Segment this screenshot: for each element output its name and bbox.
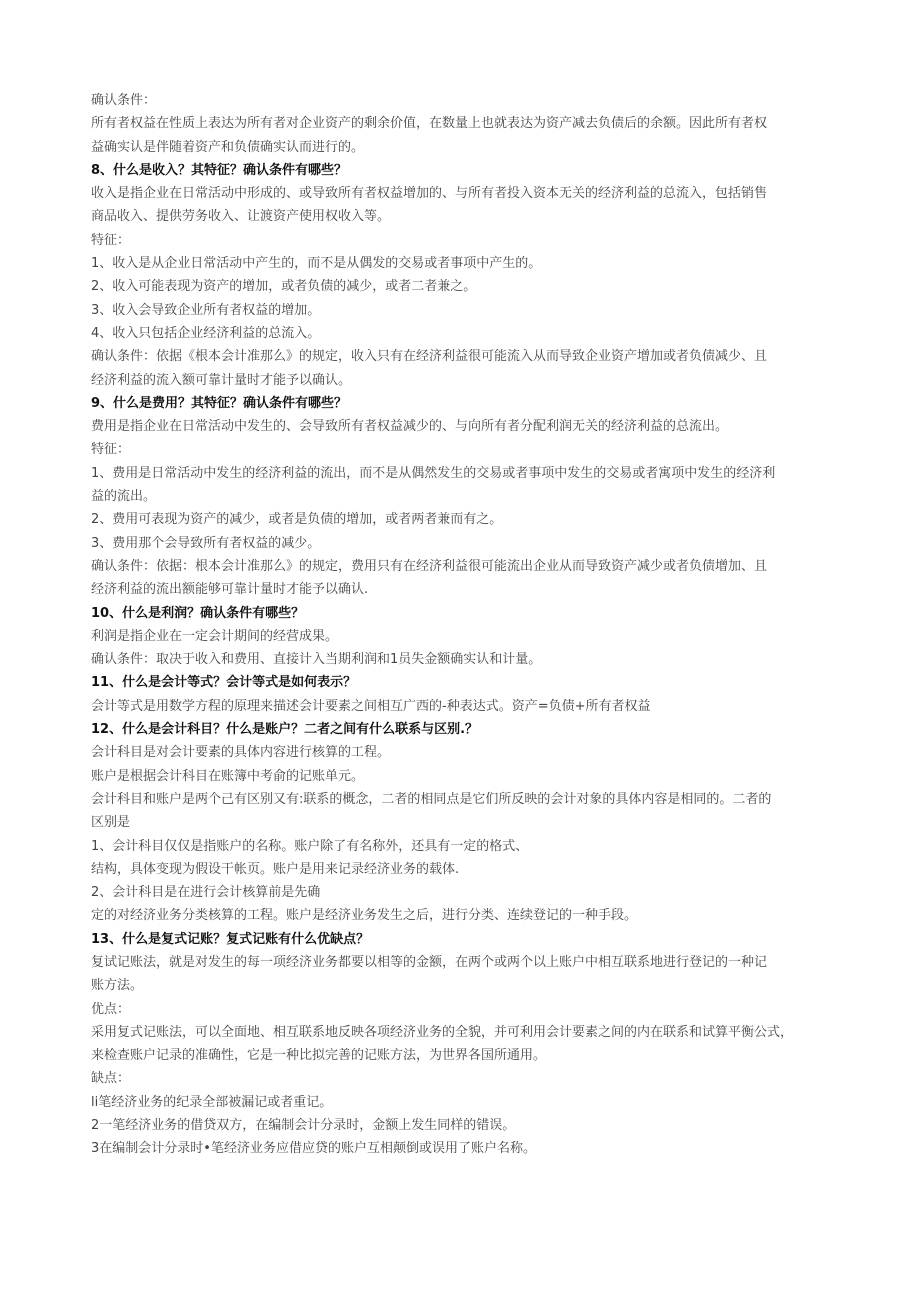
text-line: 利润是指企业在一定会计期间的经营成果。 — [91, 628, 339, 644]
text-line: 2、会计科目是在进行会计核算前是先确 — [91, 885, 321, 901]
text-line: 优点： — [91, 1001, 131, 1017]
text-line: 2、收入可能表现为资产的增加，或者负债的减少，或者二者兼之。 — [91, 279, 477, 295]
section-heading: 8、什么是收入？其特征？确认条件有哪些？ — [91, 162, 348, 178]
text-line: 来检查账户记录的准确性，它是一种比拟完善的记账方法，为世界各国所通用。 — [91, 1048, 547, 1064]
text-line: 会计科目和账户是两个己有区别又有:联系的概念，二者的相同点是它们所反映的会计对象的具体内容是相同的。二者的 — [91, 791, 772, 807]
text-line: 2一笔经济业务的借贷双方，在编制会计分录时，金额上发生同样的错误。 — [91, 1118, 516, 1134]
text-line: 缺点： — [91, 1071, 131, 1087]
section-heading: 11、什么是会计等式？会计等式是如何表示？ — [91, 675, 357, 691]
text-line: 账方法。 — [91, 978, 144, 994]
text-line: 区别是 — [91, 815, 131, 831]
text-line: 特征： — [91, 442, 131, 458]
text-line: 会计科目是对会计要素的具体内容进行核算的工程。 — [91, 745, 391, 761]
document-page — [91, 89, 831, 1161]
text-line: 4、收入只包括企业经济利益的总流入。 — [91, 325, 321, 341]
text-line: 经济利益的流入额可靠计量时才能予以确认。 — [91, 372, 352, 388]
text-line: 采用复式记账法，可以全面地、相互联系地反映各项经济业务的全貌，并可利用会计要素之间的内在联系和试算平衡公式， — [91, 1024, 794, 1040]
text-line: 收入是指企业在日常活动中形成的、或导致所有者权益增加的、与所有者投入资本无关的经济利益的总流入，包括销售 — [91, 186, 768, 202]
text-line: 所有者权益在性质上表达为所有者对企业资产的剩余价值，在数量上也就表达为资产减去负债后的余额。因此所有者权 — [91, 116, 768, 132]
text-line: 3、收入会导致企业所有者权益的增加。 — [91, 302, 321, 318]
text-line: 账户是根据会计科目在账簿中考俞的记账单元。 — [91, 768, 365, 784]
text-line: 1、收入是从企业日常活动中产生的，而不是从偶发的交易或者事项中产生的。 — [91, 256, 542, 272]
text-line: 3在编制会计分录时•笔经济业务应借应贷的账户互相颠倒或误用了账户名称。 — [91, 1141, 536, 1157]
text-line: li笔经济业务的纪录全部被漏记或者重记。 — [91, 1094, 333, 1110]
text-line: 费用是指企业在日常活动中发生的、会导致所有者权益减少的、与向所有者分配利润无关的经济利益的总流出。 — [91, 419, 729, 435]
text-line: 商品收入、提供劳务收入、让渡资产使用权收入等。 — [91, 209, 391, 225]
section-heading: 13、什么是复式记账？复式记账有什么优缺点？ — [91, 931, 370, 947]
section-heading: 12、什么是会计科目？什么是账户？二者之间有什么联系与区别.？ — [91, 722, 479, 738]
text-line: 结构，具体变现为假设干帐页。账户是用来记录经济业务的载体. — [91, 861, 460, 877]
text-line: 确认条件：依据：根本会计准那么》的规定，费用只有在经济利益很可能流出企业从而导致资产减少或者负债增加、且 — [91, 558, 768, 574]
text-line: 3、费用那个会导致所有者权益的减少。 — [91, 535, 321, 551]
text-line: 会计等式是用数学方程的原理来描述会计要素之间相互广西的-种表达式。资产=负债+所有者权益 — [91, 698, 651, 714]
section-heading: 10、什么是利润？确认条件有哪些？ — [91, 605, 305, 621]
text-line: 复试记账法，就是对发生的每一项经济业务都要以相等的金额，在两个或两个以上账户中相互联系地进行登记的一种记 — [91, 954, 768, 970]
text-line: 益确实认是伴随着资产和负债确实认而进行的。 — [91, 139, 365, 155]
section-heading: 9、什么是费用？其特征？确认条件有哪些？ — [91, 395, 348, 411]
text-line: 益的流出。 — [91, 489, 157, 505]
text-line: 定的对经济业务分类核算的工程。账户是经济业务发生之后，进行分类、连续登记的一种手段。 — [91, 908, 638, 924]
text-line: 经济利益的流出额能够可靠计量时才能予以确认. — [91, 582, 369, 598]
text-line: 确认条件：取决于收入和费用、直接计入当期利润和1员失金额确实认和计量。 — [91, 652, 542, 668]
text-line: 1、会计科目仅仅是指账户的名称。账户除了有名称外，还具有一定的格式、 — [91, 838, 529, 854]
text-line: 2、费用可表现为资产的减少，或者是负债的增加，或者两者兼而有之。 — [91, 512, 503, 528]
text-line: 确认条件： — [91, 93, 157, 108]
text-line: 确认条件：依据《根本会计准那么》的规定，收入只有在经济利益很可能流入从而导致企业资产增加或者负债减少、且 — [91, 349, 768, 365]
text-line: 特征： — [91, 232, 131, 248]
text-line: 1、费用是日常活动中发生的经济利益的流出，而不是从偶然发生的交易或者事项中发生的交易或者寓项中发生的经济利 — [91, 465, 776, 481]
